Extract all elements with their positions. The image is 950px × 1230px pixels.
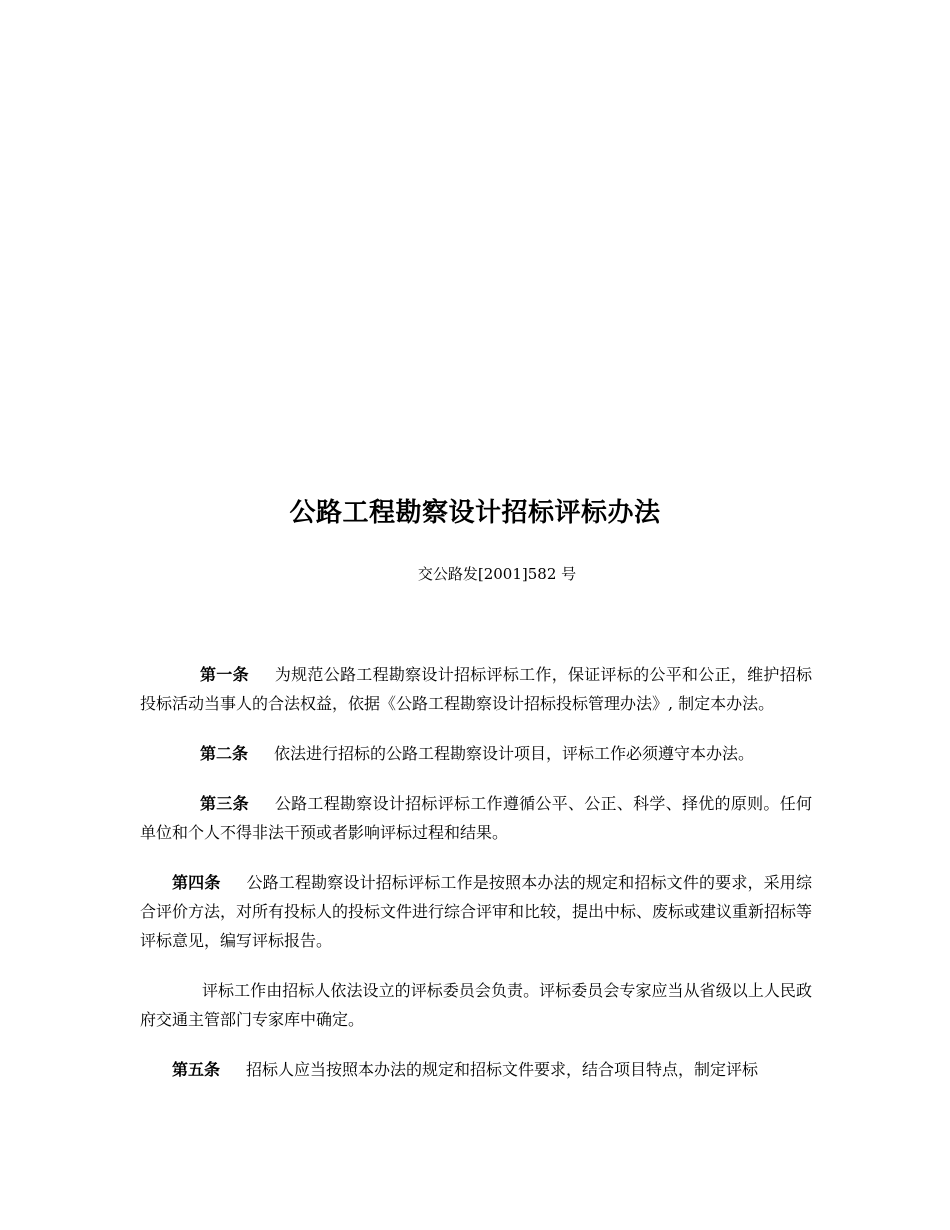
article-3	[140, 789, 812, 847]
article-text: 公路工程勘察设计招标评标工作是按照本办法的规定和招标文件的要求，采用综合评价方法，对所有投标人的投标文件进行综合评审和比较，提出中标、废标或建议重新招标等评标意见，编写评标报告。	[140, 873, 813, 950]
article-4-paragraph-2	[140, 976, 812, 1034]
article-text: 为规范公路工程勘察设计招标评标工作，保证评标的公平和公正，维护招标投标活动当事人的合法权益，依据《公路工程勘察设计招标投标管理办法》, 制定本办法。	[140, 665, 812, 713]
document-number: 交公路发[2001]582 号	[417, 565, 577, 583]
article-label: 第二条	[200, 744, 249, 763]
article-label: 第三条	[200, 794, 249, 813]
article-label: 第五条	[172, 1060, 221, 1079]
article-5	[140, 1055, 812, 1084]
article-label: 第一条	[200, 665, 249, 684]
article-2	[140, 739, 812, 768]
article-text: 招标人应当按照本办法的规定和招标文件要求，结合项目特点，制定评标	[246, 1060, 759, 1079]
article-text: 公路工程勘察设计招标评标工作遵循公平、公正、科学、择优的原则。任何单位和个人不得非法干预或者影响评标过程和结果。	[140, 794, 812, 842]
article-label: 第四条	[172, 873, 221, 892]
article-text: 依法进行招标的公路工程勘察设计项目，评标工作必须遵守本办法。	[274, 744, 755, 763]
document-title: 公路工程勘察设计招标评标办法	[289, 498, 661, 528]
document-body	[140, 660, 812, 1105]
article-4	[140, 868, 812, 955]
article-text: 评标工作由招标人依法设立的评标委员会负责。评标委员会专家应当从省级以上人民政府交通主管部门专家库中确定。	[140, 981, 812, 1029]
article-1	[140, 660, 812, 718]
